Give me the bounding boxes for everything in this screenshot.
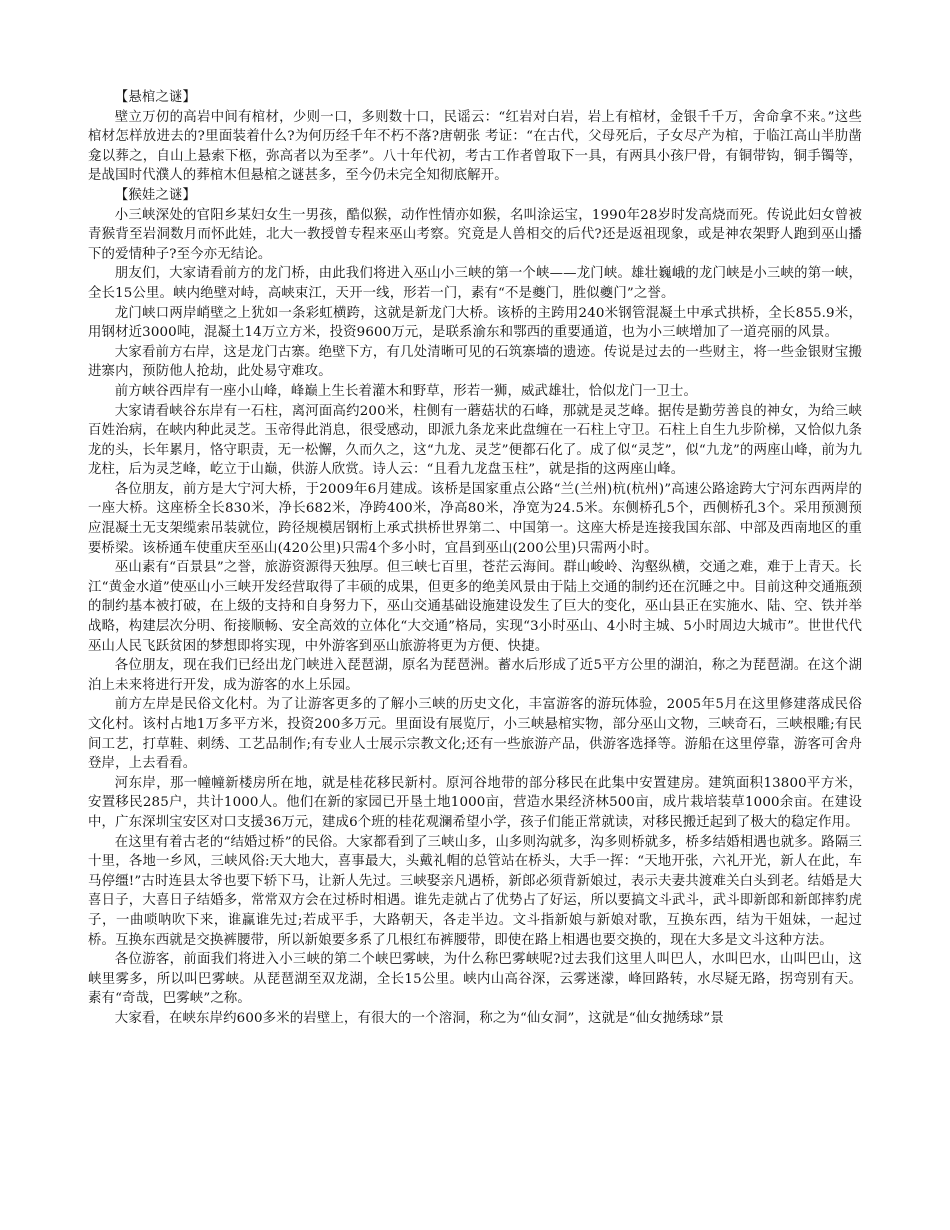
document-page bbox=[88, 88, 862, 1029]
paragraph-hanging-coffins: 壁立万仞的高岩中间有棺材，少则一口，多则数十口，民谣云：“红岩对白岩，岩上有棺材，金银千千万，舍命拿不来。”这些棺材怎样放进去的?里面装着什么?为何历经千年不朽不落?唐朝张 考证：“在古代，父母死后，子女尽产为棺，于临江高山半肋凿龛以葬之，自山上悬索下柩，弥高者以为至孝”。八十年代初，考古工作者曾取下一具，有两具小孩尸骨，有铜带钩，铜手镯等，是战国时代濮人的葬棺木但悬棺之谜甚多，至今仍未完全知彻底解开。 bbox=[88, 109, 862, 184]
paragraph-folk-village: 前方左岸是民俗文化村。为了让游客更多的了解小三峡的历史文化，丰富游客的游玩体验，2005年5月在这里修建落成民俗文化村。该村占地1万多平方米，投资200多万元。里面设有展览厅，小三峡悬棺实物，部分巫山文物，三峡奇石，三峡根雕;有民间工艺，打草鞋、刺绣、工艺品制作;有专业人士展示宗教文化;还有一些旅游产品，供游客选择等。游船在这里停靠，游客可舍舟登岸，上去看看。 bbox=[88, 697, 862, 772]
section-heading-hanging-coffins: 【悬棺之谜】 bbox=[114, 90, 197, 105]
paragraph-bawu-gorge: 各位游客，前面我们将进入小三峡的第二个峡巴雾峡，为什么称巴雾峡呢?过去我们这里人叫巴人，水叫巴水，山叫巴山，这峡里雾多，所以叫巴雾峡。从琵琶湖至双龙湖，全长15公里。峡内山高谷深，云雾迷濛，峰回路转，水尽疑无路，拐弯别有天。素有“奇哉，巴雾峡”之称。 bbox=[88, 952, 862, 1007]
paragraph-daning-bridge: 各位朋友，前方是大宁河大桥，于2009年6月建成。该桥是国家重点公路“兰(兰州)杭(杭州)”高速公路途跨大宁河东西两岸的一座大桥。这座桥全长830米，净长682米，净跨400米，净高80米，净宽为24.5米。东侧桥孔5个，西侧桥孔3个。采用预测预应混凝土无支架缆索吊装就位，跨径规模居钢桁上承式拱桥世界第二、中国第一。这座大桥是连接我国东部、中部及西南地区的重要桥梁。该桥通车使重庆至巫山(420公里)只需4个多小时，宜昌到巫山(200公里)只需两小时。 bbox=[88, 481, 862, 556]
paragraph-monkey-child: 小三峡深处的官阳乡某妇女生一男孩，酷似猴，动作性情亦如猴，名叫涂运宝，1990年28岁时发高烧而死。传说此妇女曾被青猴背至岩洞数月而怀此娃，北大一教授曾专程来巫山考察。究竟是人兽相交的后代?还是返祖现象，或是神农架野人跑到巫山播下的爱情种子?至今亦无结论。 bbox=[88, 207, 862, 262]
paragraph-new-longmen-bridge: 龙门峡口两岸峭壁之上犹如一条彩虹横跨，这就是新龙门大桥。该桥的主跨用240米钢管混凝土中承式拱桥，全长855.9米，用钢材近3000吨，混凝土14万立方米，投资9600万元，是联系渝东和鄂西的重要通道，也为小三峡增加了一道亮丽的风景。 bbox=[88, 305, 862, 341]
paragraph-lingzhi-peak: 大家请看峡谷东岸有一石柱，离河面高约200米，柱侧有一蘑菇状的石峰，那就是灵芝峰。据传是勤劳善良的神女，为给三峡百姓治病，在峡内种此灵芝。玉帝得此消息，很受感动，即派九条龙来此盘缠在一石柱上守卫。石柱上自生九步阶梯，又恰似九条龙的头，长年累月，恪守职责，无一松懈，久而久之，这“九龙、灵芝”便都石化了。成了似“灵芝”，似“九龙”的两座山峰，前为九龙柱，后为灵芝峰，屹立于山巅，供游人欣赏。诗人云：“且看九龙盘玉柱”，就是指的这两座山峰。 bbox=[88, 403, 862, 478]
paragraph-longmen-fort: 大家看前方右岸，这是龙门古寨。绝壁下方，有几处清晰可见的石筑寨墙的遗迹。传说是过去的一些财主，将一些金银财宝搬进寨内，预防他人抢劫，此处易守难攻。 bbox=[88, 344, 862, 380]
section-heading-monkey-child: 【猴娃之谜】 bbox=[114, 187, 197, 203]
paragraph-pipa-lake: 各位朋友，现在我们已经出龙门峡进入琵琶湖，原名为琵琶洲。蓄水后形成了近5平方公里的湖泊，称之为琵琶湖。在这个湖泊上未来将进行开发，成为游客的水上乐园。 bbox=[88, 658, 862, 693]
paragraph-longmen-bridge: 朋友们，大家请看前方的龙门桥，由此我们将进入巫山小三峡的第一个峡——龙门峡。雄壮巍峨的龙门峡是小三峡的第一峡，全长15公里。峡内绝壁对峙，高峡束江，天开一线，形若一门，素有“不是夔门，胜似夔门”之誉。 bbox=[88, 266, 862, 301]
paragraph-guihua-village: 河东岸，那一幢幢新楼房所在地，就是桂花移民新村。原河谷地带的部分移民在此集中安置建房。建筑面积13800平方米，安置移民285户，共计1000人。他们在新的家园已开垦土地1000亩，营造水果经济林500亩，成片栽培装草1000余亩。在建设中，广东深圳宝安区对口支援36万元，建成6个班的桂花观澜希望小学，孩子们能正常就读，对移民搬迁起到了极大的稳定作用。 bbox=[88, 775, 862, 830]
paragraph-lion-peak: 前方峡谷西岸有一座小山峰，峰巅上生长着灌木和野草，形若一狮，威武雄壮，恰似龙门一卫士。 bbox=[114, 383, 698, 399]
paragraph-fairy-cave: 大家看，在峡东岸约600多米的岩壁上，有很大的一个溶洞，称之为“仙女洞”，这就是“仙女抛绣球”景 bbox=[114, 1010, 724, 1026]
paragraph-wushan-transport: 巫山素有“百景县”之誉，旅游资源得天独厚。但三峡七百里，苍茫云海间。群山峻岭、沟壑纵横，交通之难，难于上青天。长江“黄金水道”使巫山小三峡开发经营取得了丰硕的成果，但更多的绝美风景由于陆上交通的制约还在沉睡之中。目前这种交通瓶颈的制约基本被打破，在上级的支持和自身努力下，巫山交通基础设施建设发生了巨大的变化，巫山县正在实施水、陆、空、铁并举战略，构建层次分明、衔接顺畅、安全高效的立体化“大交通”格局，实现“3小时巫山、4小时主城、5小时周边大城市”。世世代代巫山人民飞跃贫困的梦想即将实现，中外游客到巫山旅游将更为方便、快捷。 bbox=[88, 560, 862, 654]
paragraph-wedding-bridge: 在这里有着古老的“结婚过桥”的民俗。大家都看到了三峡山多，山多则沟就多，沟多则桥就多，桥多结婚相遇也就多。路隔三十里，各地一乡风，三峡风俗:天大地大，喜事最大，头戴礼帽的总管站在桥头，大手一挥：“天地开张，六礼开光，新人在此，车马停缰!”古时连县太爷也要下轿下马，让新人先过。三峡娶亲凡遇桥，新郎必须背新娘过，表示夫妻共渡难关白头到老。结婚是大喜日子，大喜日子结婚多，常常双方会在过桥时相遇。谁先走就占了优势占了好运，所以要搞文斗武斗，武斗即新郎和新郎摔豹虎子，一曲唢呐吹下来，谁赢谁先过;若成平手，大路朝天，各走半边。文斗指新娘与新娘对歌，互换东西，结为干姐妹，一起过桥。互换东西就是交换裤腰带，所以新娘要多系了几根红布裤腰带，即使在路上相遇也要交换的，现在大多是文斗这种方法。 bbox=[88, 834, 862, 948]
